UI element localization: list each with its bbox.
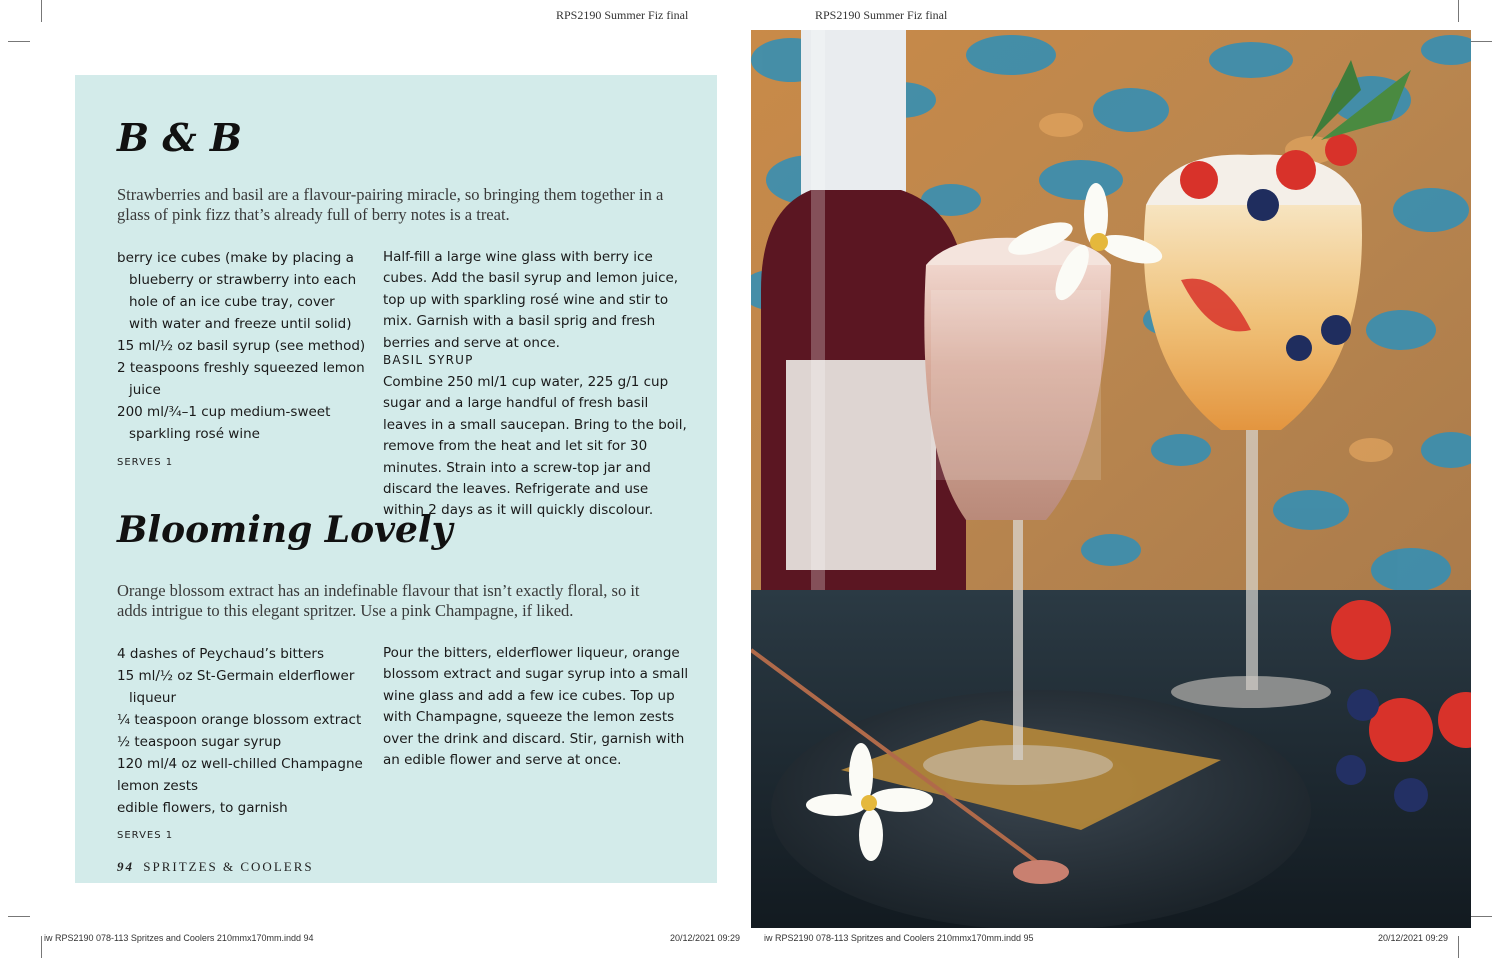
recipe-panel (75, 75, 717, 883)
ingredient-item: ¼ teaspoon orange blossom extract (117, 712, 362, 728)
section-name: SPRITZES & COOLERS (143, 859, 314, 874)
recipe-title-b-and-b: B & B (117, 115, 243, 160)
serves-b-and-b: SERVES 1 (117, 457, 174, 468)
ingredient-item: ½ teaspoon sugar syrup (117, 734, 282, 750)
crop-mark-top-left-v (41, 0, 42, 22)
cocktail-photo (751, 30, 1471, 928)
serves-blooming-lovely: SERVES 1 (117, 830, 174, 841)
recipe-intro-blooming-lovely: Orange blossom extract has an indefinable flavour that isn’t exactly floral, so it adds intrigue to this elegant spritzer. Use a pink Champagne, if liked. (117, 581, 640, 620)
crop-mark-top-right (1470, 41, 1492, 42)
ingredient-item: edible flowers, to garnish (117, 800, 288, 816)
recipe-title-blooming-lovely: Blooming Lovely (117, 509, 453, 551)
method-basil-syrup: Combine 250 ml/1 cup water, 225 g/1 cup sugar and a large handful of fresh basil leaves in a small saucepan. Bring to the boil, remove from the heat and let sit for 30 minutes. Strain into a screw-top jar and discard the leaves. Refrigerate and use within 2 days as it will quickly discolour. (383, 374, 687, 519)
ingredient-item: lemon zests (117, 778, 199, 794)
page-number: 94 (117, 859, 134, 874)
crop-mark-bottom-right-v (1458, 936, 1459, 958)
ingredient-item: berry ice cubes (make by placing a blueberry or strawberry into each hole of an ice cube tray, cover with water and freeze until solid) (117, 250, 357, 332)
ingredient-item: 15 ml/½ oz St-Germain elderflower liqueur (117, 668, 355, 706)
footer-date-left: 20/12/2021 09:29 (670, 933, 741, 943)
method-blooming-lovely: Pour the bitters, elderflower liqueur, orange blossom extract and sugar syrup into a small wine glass and add a few ice cubes. Top up with Champagne, squeeze the lemon zests over the drink and discard. Stir, garnish with an edible flower and serve at once. (383, 645, 689, 769)
slug-left: RPS2190 Summer Fiz final (556, 8, 689, 22)
ingredient-list-b-and-b (117, 247, 367, 445)
ingredient-item: 2 teaspoons freshly squeezed lemon juice (117, 360, 365, 398)
footer-date-right: 20/12/2021 09:29 (1378, 933, 1449, 943)
ingredient-list-blooming-lovely (117, 643, 367, 819)
recipe-intro-b-and-b: Strawberries and basil are a flavour-pairing miracle, so bringing them together in a glass of pink fizz that’s already full of berry notes is a treat. (117, 185, 664, 224)
slug-right: RPS2190 Summer Fiz final (815, 8, 948, 22)
crop-mark-bottom-left-v (41, 936, 42, 958)
page-folio (117, 859, 314, 875)
footer-file-left: iw RPS2190 078-113 Spritzes and Coolers 210mmx170mm.indd 94 (44, 933, 314, 943)
crop-mark-top-right-v (1458, 0, 1459, 22)
ingredient-item: 15 ml/½ oz basil syrup (see method) (117, 338, 366, 354)
ingredient-item: 120 ml/4 oz well-chilled Champagne (117, 756, 363, 772)
footer-file-right: iw RPS2190 078-113 Spritzes and Coolers 210mmx170mm.indd 95 (764, 933, 1034, 943)
crop-mark-bottom-right (1470, 916, 1492, 917)
ingredient-item: 200 ml/¾–1 cup medium-sweet sparkling rosé wine (117, 404, 331, 442)
subrecipe-title-basil-syrup: BASIL SYRUP (383, 353, 474, 367)
crop-mark-bottom-left (8, 916, 30, 917)
crop-mark-top-left (8, 41, 30, 42)
method-b-and-b: Half-fill a large wine glass with berry ice cubes. Add the basil syrup and lemon juice, top up with sparkling rosé wine and stir to mix. Garnish with a basil sprig and fresh berries and serve at once. (383, 249, 679, 351)
ingredient-item: 4 dashes of Peychaud’s bitters (117, 646, 324, 662)
spoon-bowl (1013, 860, 1069, 884)
